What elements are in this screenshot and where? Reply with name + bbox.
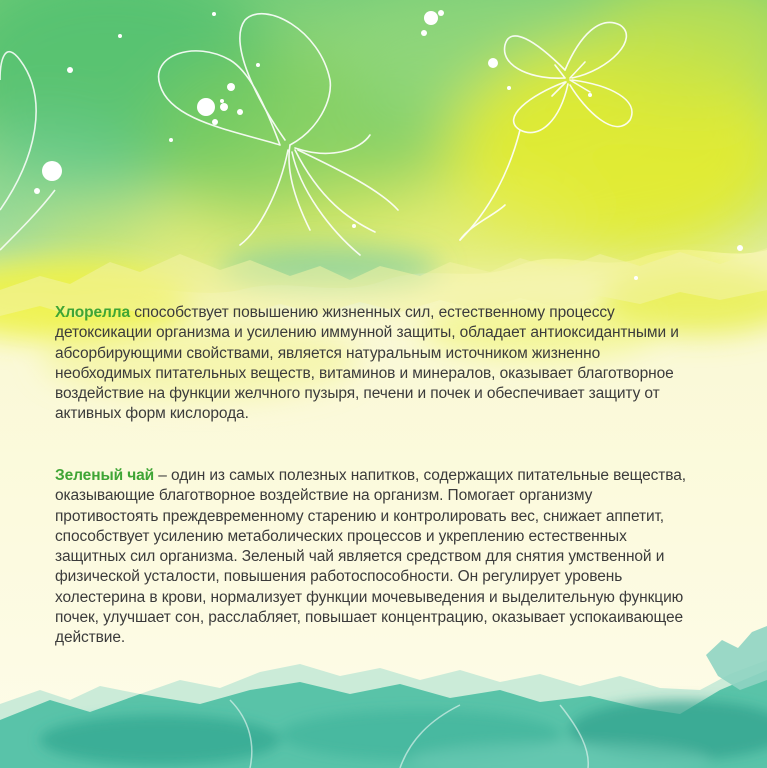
chlorella-term: Хлорелла xyxy=(55,304,131,321)
green-tea-term: Зеленый чай xyxy=(55,467,155,484)
chlorella-description: способствует повышению жизненных сил, естественному процессу детоксикации организма и усилению иммунной защиты, обладает антиоксидантными и абсорбирующими свойствами, является натуральным источником жизненно необходимых питательных веществ, витаминов и минералов, оказывает благотворное воздействие на функции желчного пузыря, печени и почек и обеспечивает защиту от активных форм кислорода. xyxy=(55,304,679,423)
chlorella-paragraph xyxy=(55,303,695,425)
green-tea-paragraph xyxy=(55,466,695,649)
green-tea-description: – один из самых полезных напитков, содержащих питательные вещества, оказывающие благотворное воздействие на организм. Помогает организму противостоять преждевременному старению и контролировать вес, снижает аппетит, способствует усилению метаболических процессов и укреплению естественных защитных сил организма. Зеленый чай является средством для снятия умственной и физической усталости, повышения работоспособности. Он регулирует уровень холестерина в крови, нормализует функции мочевыведения и выделительную функцию почек, улучшает сон, расслабляет, повышает концентрацию, оказывает успокаивающее действие. xyxy=(55,467,686,647)
